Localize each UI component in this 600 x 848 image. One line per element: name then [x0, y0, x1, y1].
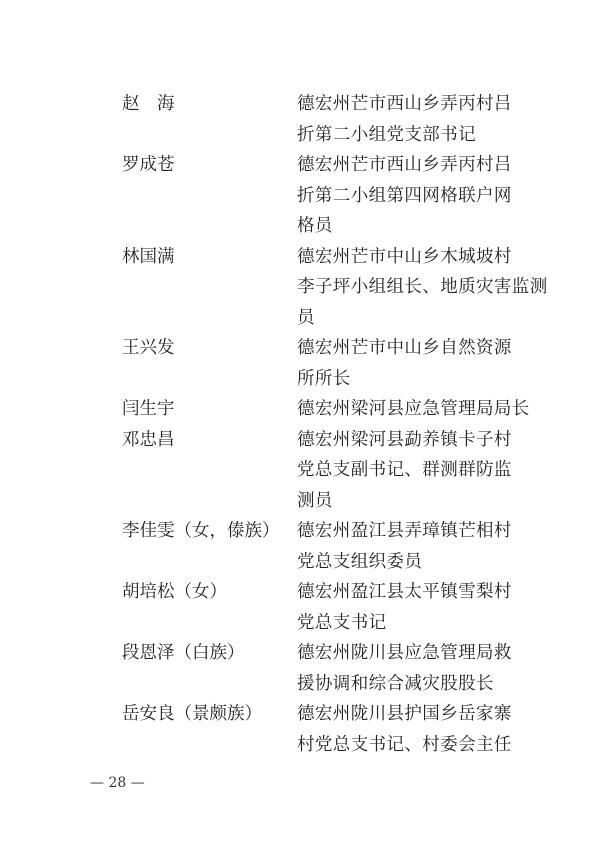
- title-line: 折第二小组党支部书记: [297, 124, 476, 145]
- title-line: 德宏州芒市西山乡弄丙村吕: [297, 94, 512, 114]
- list-item: [0, 394, 600, 425]
- list-item: [0, 638, 600, 699]
- title-line: 测员: [297, 490, 333, 511]
- person-name: 岳安良（景颇族）: [122, 704, 262, 724]
- list-item: [0, 577, 600, 638]
- honoree-list: [0, 89, 600, 760]
- person-title: [297, 150, 529, 242]
- title-line: 党总支副书记、群测群防监: [297, 460, 512, 480]
- title-line: 德宏州盈江县弄璋镇芒相村: [297, 521, 512, 541]
- person-title: [297, 89, 529, 150]
- person-name: 邓忠昌: [122, 429, 175, 450]
- page-number: — 28 —: [90, 775, 145, 791]
- person-name: 段恩泽（白族）: [122, 643, 245, 663]
- title-line: 德宏州梁河县勐养镇卡子村: [297, 429, 512, 450]
- person-title: [297, 516, 529, 577]
- list-item: [0, 333, 600, 394]
- person-name: 闫生宇: [122, 399, 175, 419]
- title-line: 德宏州芒市中山乡自然资源: [297, 338, 512, 358]
- list-item: [0, 89, 600, 150]
- title-line: 德宏州盈江县太平镇雪梨村: [297, 582, 512, 602]
- person-title: [297, 333, 529, 394]
- person-name: 林国满: [122, 246, 175, 267]
- person-name: 胡培松（女）: [122, 582, 227, 602]
- person-title: [297, 394, 529, 425]
- person-title: [297, 638, 529, 699]
- person-title: [297, 577, 529, 638]
- person-title: [297, 425, 529, 517]
- title-line: 所所长: [297, 368, 351, 389]
- person-name: 罗成苍: [122, 155, 175, 175]
- title-line: 李子坪小组组长、地质灾害监测: [297, 277, 548, 297]
- list-item: [0, 699, 600, 760]
- title-line: 格员: [297, 216, 333, 236]
- person-name: 赵 海: [122, 94, 175, 114]
- person-name: 王兴发: [122, 338, 175, 358]
- title-line: 员: [297, 307, 315, 328]
- list-item: [0, 516, 600, 577]
- list-item: [0, 425, 600, 517]
- title-line: 德宏州芒市中山乡木城坡村: [297, 246, 512, 267]
- person-title: [297, 242, 548, 334]
- list-item: [0, 150, 600, 242]
- title-line: 德宏州陇川县护国乡岳家寨: [297, 704, 512, 724]
- title-line: 党总支组织委员: [297, 551, 423, 572]
- title-line: 村党总支书记、村委会主任: [297, 734, 512, 755]
- title-line: 德宏州梁河县应急管理局局长: [297, 399, 530, 419]
- title-line: 德宏州芒市西山乡弄丙村吕: [297, 155, 512, 175]
- title-line: 援协调和综合减灾股股长: [297, 673, 494, 694]
- list-item: [0, 242, 600, 334]
- person-title: [297, 699, 529, 760]
- title-line: 折第二小组第四网格联户网: [297, 185, 512, 206]
- title-line: 党总支书记: [297, 612, 387, 633]
- person-name: 李佳雯（女，傣族）: [122, 521, 280, 541]
- title-line: 德宏州陇川县应急管理局救: [297, 643, 512, 663]
